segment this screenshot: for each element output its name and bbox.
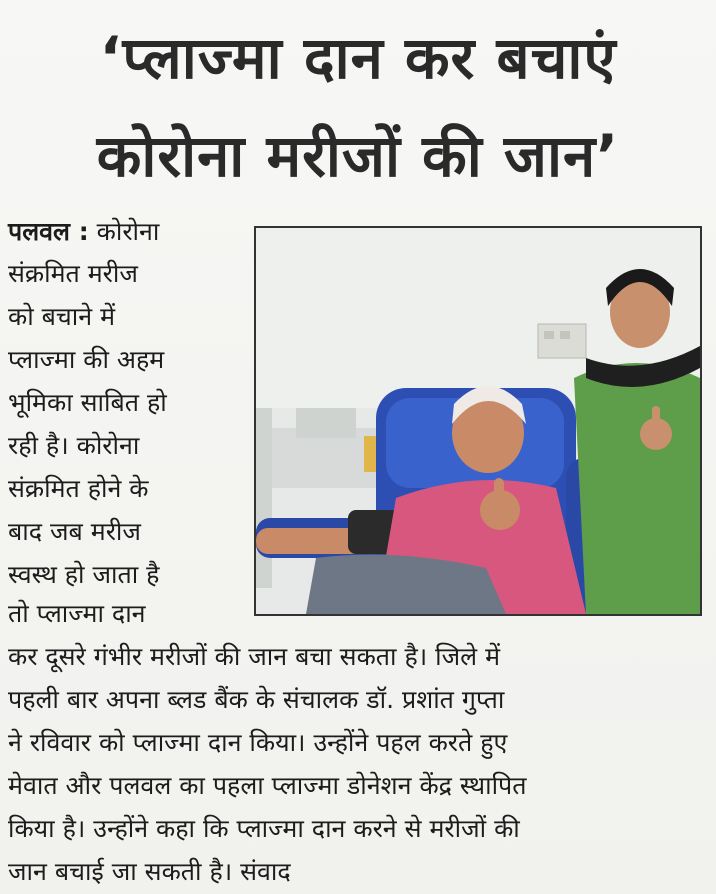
article-line: कर दूसरे गंभीर मरीजों की जान बचा सकता है। जिले में: [8, 642, 501, 671]
article-line-text: कोरोना: [88, 217, 160, 246]
article-line: को बचाने में: [8, 302, 116, 331]
photo-icon: [256, 228, 700, 614]
article-line: संक्रमित मरीज: [8, 259, 138, 288]
article-line: प्लाज्मा की अहम: [8, 345, 165, 374]
article-line: जान बचाई जा सकती है। संवाद: [8, 857, 291, 886]
headline-line-1: ‘प्लाज्मा दान कर बचाएं: [99, 24, 617, 92]
dateline: पलवल :: [8, 217, 89, 246]
article-line: तो प्लाज्मा दान: [8, 599, 146, 628]
article-photo: [254, 226, 702, 616]
article-line: मेवात और पलवल का पहला प्लाज्मा डोनेशन केंद्र स्थापित: [8, 771, 527, 800]
headline-line-2: कोरोना मरीजों की जान’: [96, 122, 620, 190]
article-line: पहली बार अपना ब्लड बैंक के संचालक डॉ. प्रशांत गुप्ता: [8, 685, 505, 714]
article-line: बाद जब मरीज: [8, 517, 141, 546]
article-line: [8, 214, 159, 248]
article-line: भूमिका साबित हो: [8, 388, 167, 417]
article-line: किया है। उन्होंने कहा कि प्लाज्मा दान करने से मरीजों की: [8, 814, 520, 843]
article-line: स्वस्थ हो जाता है: [8, 560, 160, 589]
article-line: ने रविवार को प्लाज्मा दान किया। उन्होंने पहल करते हुए: [8, 728, 508, 757]
article-line: रही है। कोरोना: [8, 431, 140, 460]
article-line: संक्रमित होने के: [8, 474, 149, 503]
